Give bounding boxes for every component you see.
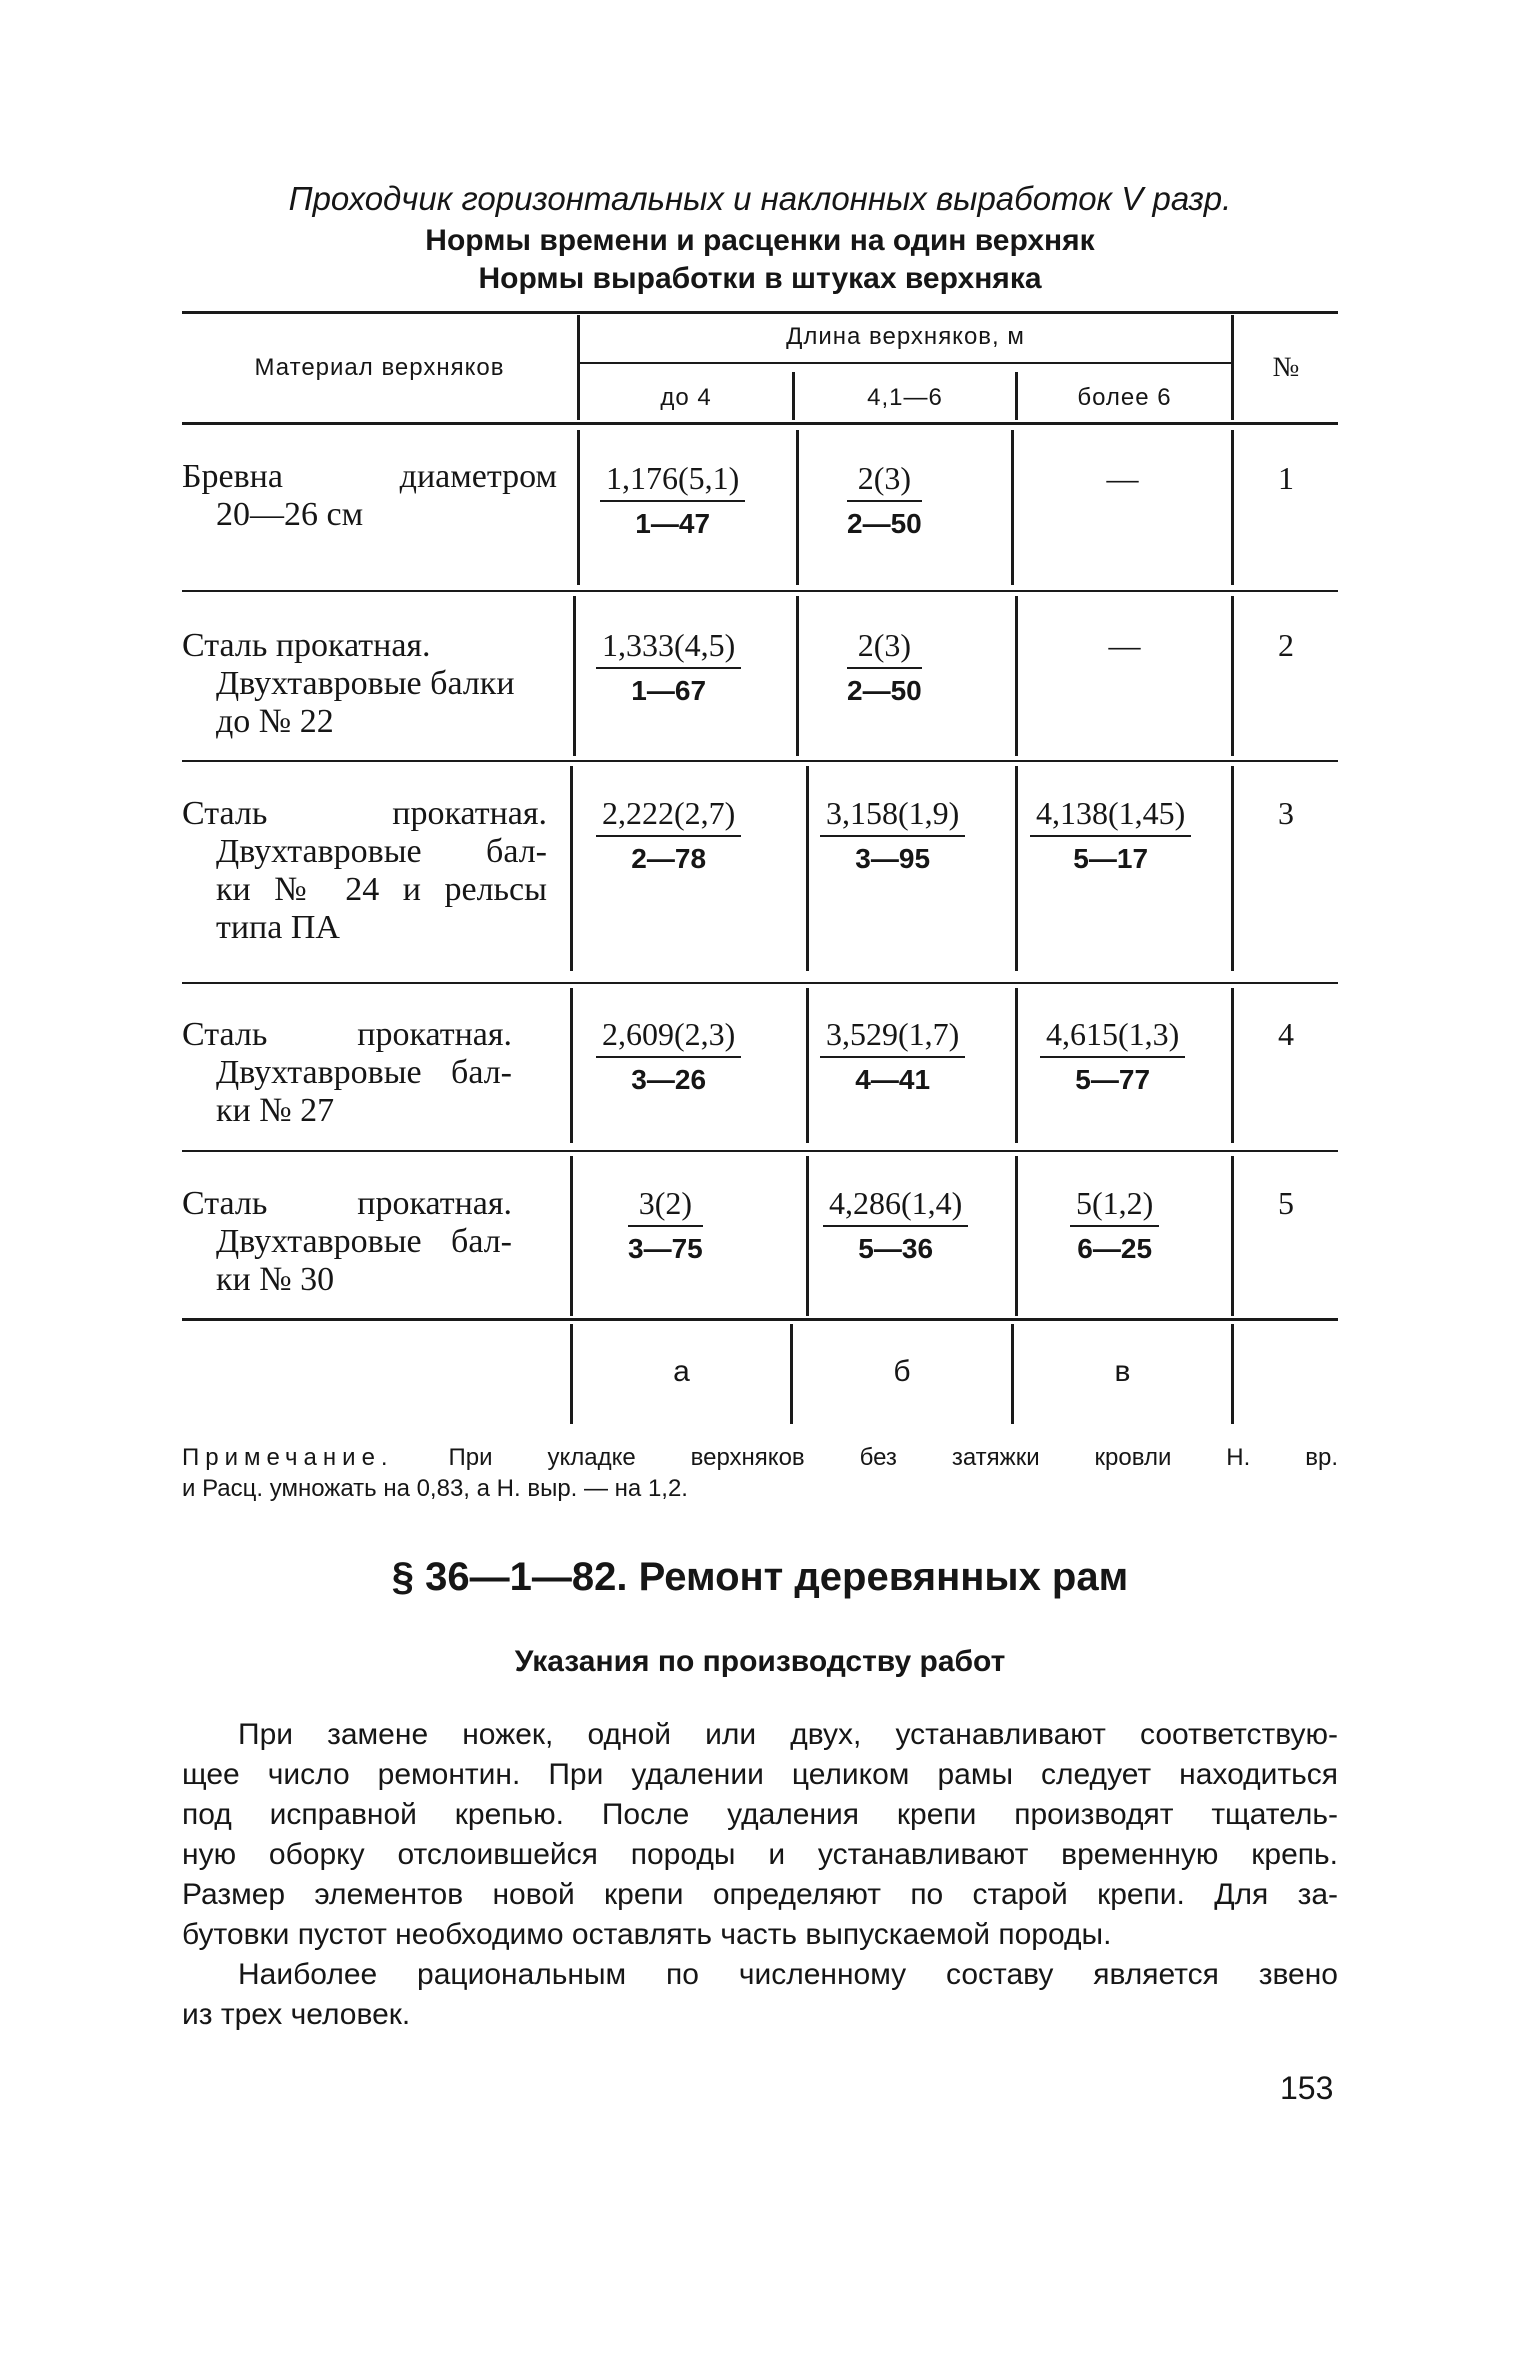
empty-cell-dash: — — [1106, 460, 1139, 496]
cell-divider — [806, 988, 809, 1143]
body-paragraph: При замене ножек, одной или двух, устанавливают соответствую- щее число ремонтин. При удалении целиком рамы следует находиться под исправной крепью. После удаления крепи производят тщатель- ную оборку отслоившейся породы и устанавливают временную крепь. Размер элементов новой крепи определяют по старой крепи. Для за- бутовки пустот необходимо оставлять часть выпускаемой породы. — [182, 1718, 1338, 1951]
table-note: Примечание. При укладке верхняков без затяжки кровли Н. вр. — [182, 1444, 1338, 1471]
norm-cell: 4,286(1,4) 5—36 — [823, 1185, 968, 1267]
col-number-header: № — [1272, 352, 1300, 383]
cell-divider — [570, 766, 573, 971]
cell-divider — [1231, 430, 1234, 585]
cell-divider — [796, 430, 799, 585]
cell-divider — [573, 596, 576, 756]
header-subrule — [580, 362, 1231, 364]
subcol-header: более 6 — [1077, 384, 1172, 411]
section-title: § 36—1—82. Ремонт деревянных рам — [391, 1555, 1129, 1599]
norm-cell: 2,609(2,3) 3—26 — [596, 1016, 741, 1098]
cell-divider — [1015, 988, 1018, 1143]
page-number: 153 — [1280, 2070, 1334, 2106]
col-length-header: Длина верхняков, м — [786, 323, 1025, 350]
cell-divider — [1015, 766, 1018, 971]
table-row-material: Сталь прокатная. Двухтавровые бал- ки № 27 — [182, 1016, 512, 1129]
norm-cell: 4,615(1,3) 5—77 — [1040, 1016, 1185, 1098]
cell-divider — [1015, 596, 1018, 756]
cell-divider — [1011, 430, 1014, 585]
col-material-header: Материал верхняков — [254, 354, 505, 381]
row-separator — [182, 982, 1338, 984]
cell-divider — [577, 430, 580, 585]
norm-cell: 2(3) 2—50 — [847, 460, 922, 539]
body-paragraph: Наиболее рациональным по численному составу является звено из трех человек. — [182, 1958, 1338, 2031]
norm-cell: 1,333(4,5) 1—67 — [596, 627, 741, 709]
section-subtitle: Указания по производству работ — [514, 1645, 1006, 1678]
page-heading-italic: Проходчик горизонтальных и наклонных выработок V разр. — [288, 180, 1232, 217]
table-note-continued: и Расц. умножать на 0,83, а Н. выр. — на 1,2. — [182, 1475, 688, 1502]
norm-cell: 2(3) 2—50 — [847, 627, 922, 706]
subcol-header: 4,1—6 — [867, 384, 943, 411]
row-separator — [182, 1318, 1338, 1321]
norm-cell: 4,138(1,45) 5—17 — [1030, 795, 1191, 877]
cell-divider — [1231, 596, 1234, 756]
norm-cell: 2,222(2,7) 2—78 — [596, 795, 741, 877]
row-number: 3 — [1278, 795, 1294, 831]
column-letter: в — [1114, 1355, 1131, 1388]
column-letter: б — [893, 1355, 911, 1388]
cell-divider — [806, 766, 809, 971]
cell-divider — [570, 988, 573, 1143]
cell-divider — [1231, 1156, 1234, 1316]
subcol-header: до 4 — [660, 384, 712, 411]
row-separator — [182, 1150, 1338, 1152]
cell-divider — [570, 1156, 573, 1316]
norm-cell: 1,176(5,1) 1—47 — [600, 460, 745, 542]
row-number: 2 — [1278, 627, 1294, 663]
norm-cell: 3(2) 3—75 — [628, 1185, 703, 1264]
empty-cell-dash: — — [1108, 627, 1141, 663]
cell-divider — [1015, 1156, 1018, 1316]
row-number: 4 — [1278, 1016, 1294, 1052]
cell-divider — [1231, 1324, 1234, 1424]
cell-divider — [796, 596, 799, 756]
table-row-material: Бревна диаметром 20—26 см — [182, 458, 557, 533]
row-number: 1 — [1278, 460, 1294, 496]
table-top-rule — [182, 311, 1338, 314]
cell-divider — [1231, 988, 1234, 1143]
table-row-material: Сталь прокатная. Двухтавровые бал- ки № 30 — [182, 1185, 512, 1298]
column-letter: а — [673, 1355, 690, 1388]
row-separator — [182, 760, 1338, 762]
norm-cell: 3,158(1,9) 3—95 — [820, 795, 965, 877]
table-caption-line1: Нормы времени и расценки на один верхняк — [425, 224, 1095, 257]
table-row-material: Сталь прокатная. Двухтавровые бал- ки № 24 и рельсы типа ПА — [182, 795, 547, 946]
row-separator — [182, 590, 1338, 592]
table-row-material: Сталь прокатная. Двухтавровые балки до № 22 — [182, 627, 515, 740]
row-number: 5 — [1278, 1185, 1294, 1221]
table-header-rule — [182, 422, 1338, 425]
table-caption-line2: Нормы выработки в штуках верхняка — [478, 262, 1042, 295]
norm-cell: 5(1,2) 6—25 — [1070, 1185, 1159, 1267]
cell-divider — [806, 1156, 809, 1316]
norm-cell: 3,529(1,7) 4—41 — [820, 1016, 965, 1098]
